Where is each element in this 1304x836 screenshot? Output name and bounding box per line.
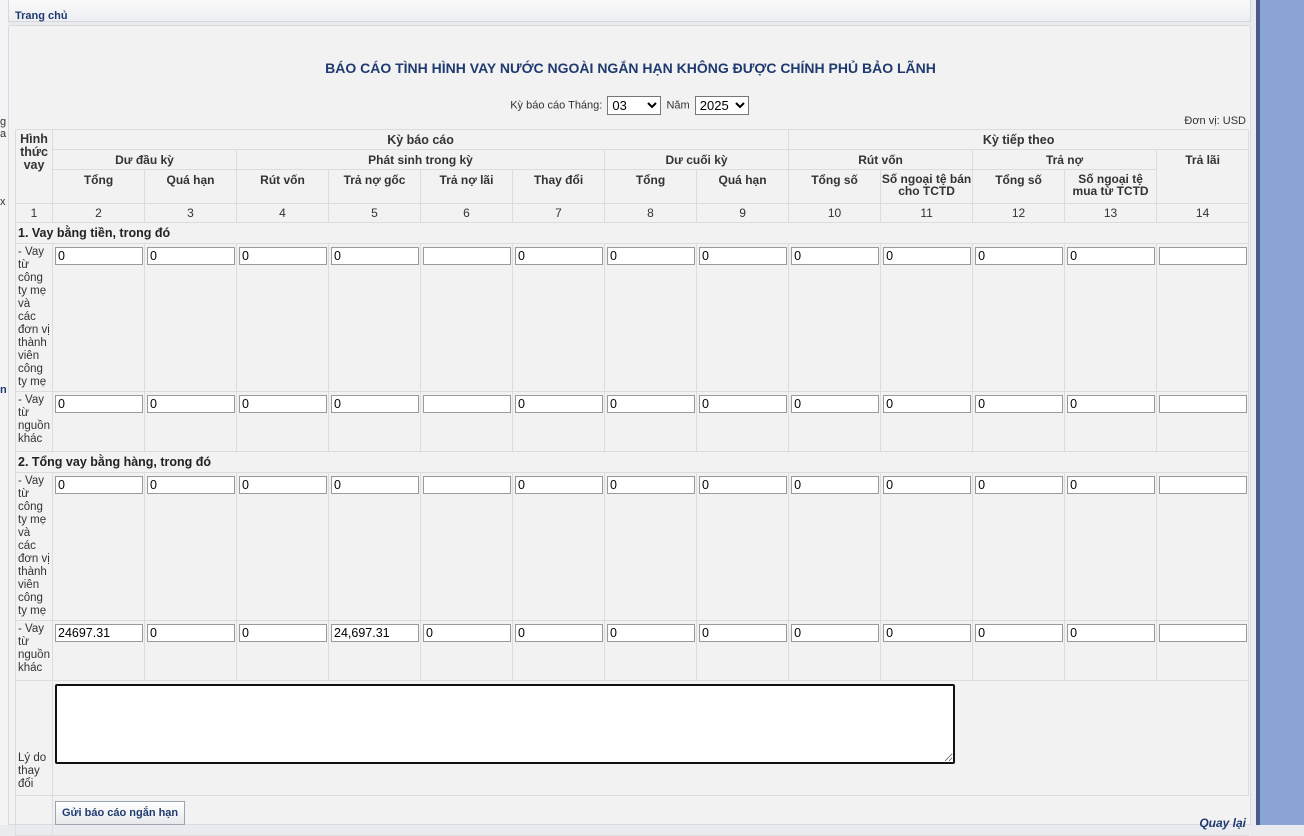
- section-title: 1. Vay bằng tiền, trong đó: [16, 223, 1249, 244]
- value-input[interactable]: [1067, 476, 1155, 494]
- section-title: 2. Tổng vay bằng hàng, trong đó: [16, 452, 1249, 473]
- value-input[interactable]: [1067, 395, 1155, 413]
- report-panel: [8, 25, 1251, 830]
- left-edge-char: a: [0, 128, 7, 140]
- value-input[interactable]: [883, 395, 971, 413]
- column-number: 11: [881, 204, 973, 223]
- top-bar: [8, 0, 1251, 22]
- reason-row: [16, 681, 1249, 796]
- value-input[interactable]: [975, 247, 1063, 265]
- value-input[interactable]: [55, 624, 143, 642]
- value-input[interactable]: [699, 247, 787, 265]
- left-edge-char: g: [0, 116, 7, 128]
- value-input[interactable]: [975, 476, 1063, 494]
- header-loan-type: Hình thức vay: [16, 130, 53, 204]
- report-table: [15, 129, 1249, 836]
- column-number: 1: [16, 204, 53, 223]
- left-edge: [0, 0, 8, 825]
- back-link[interactable]: Quay lại: [1199, 816, 1246, 830]
- value-input[interactable]: [699, 395, 787, 413]
- col-header: Tổng số: [789, 170, 881, 204]
- col-header: Trả nợ gốc: [329, 170, 421, 204]
- value-input[interactable]: [515, 395, 603, 413]
- header-opening-balance: Dư đầu kỳ: [53, 150, 237, 170]
- value-input[interactable]: [515, 247, 603, 265]
- table-row: [16, 473, 1249, 621]
- year-label: Năm: [666, 99, 690, 112]
- header-current-period: Kỳ báo cáo: [53, 130, 789, 150]
- value-input[interactable]: [1159, 395, 1247, 413]
- value-input[interactable]: [147, 395, 235, 413]
- right-side-panel: [1256, 0, 1304, 825]
- column-number: 4: [237, 204, 329, 223]
- value-input[interactable]: [1159, 247, 1247, 265]
- unit-label: Đơn vị: USD: [1184, 115, 1246, 127]
- table-row: [16, 621, 1249, 681]
- column-number-row: [16, 204, 1249, 223]
- column-number: 8: [605, 204, 697, 223]
- left-edge-char: n: [0, 384, 7, 396]
- reason-label: Lý do thay đổi: [16, 681, 53, 796]
- table-row: [16, 392, 1249, 452]
- report-table-container: [15, 129, 1248, 836]
- value-input[interactable]: [791, 624, 879, 642]
- value-input[interactable]: [331, 624, 419, 642]
- value-input[interactable]: [55, 247, 143, 265]
- reason-cell: [53, 681, 1249, 796]
- value-input[interactable]: [423, 395, 511, 413]
- column-number: 13: [1065, 204, 1157, 223]
- month-select[interactable]: [607, 96, 661, 115]
- col-header: Số ngoại tệ mua từ TCTD: [1065, 170, 1157, 204]
- value-input[interactable]: [883, 624, 971, 642]
- table-row: [16, 244, 1249, 392]
- column-number: 9: [697, 204, 789, 223]
- section-row: [16, 452, 1249, 473]
- value-input[interactable]: [331, 395, 419, 413]
- month-label: Kỳ báo cáo Tháng:: [510, 99, 603, 112]
- value-input[interactable]: [55, 395, 143, 413]
- row-label: - Vay từ công ty mẹ và các đơn vị thành viên công ty mẹ: [16, 244, 53, 392]
- header-next-period: Kỳ tiếp theo: [789, 130, 1249, 150]
- value-input[interactable]: [515, 476, 603, 494]
- report-period: [9, 96, 1252, 115]
- column-number: 5: [329, 204, 421, 223]
- column-number: 7: [513, 204, 605, 223]
- header-interest: Trả lãi: [1157, 150, 1249, 204]
- value-input[interactable]: [331, 476, 419, 494]
- value-input[interactable]: [975, 624, 1063, 642]
- column-number: 2: [53, 204, 145, 223]
- value-input[interactable]: [607, 247, 695, 265]
- value-input[interactable]: [1159, 476, 1247, 494]
- col-header: Số ngoại tệ bán cho TCTD: [881, 170, 973, 204]
- page-title: BÁO CÁO TÌNH HÌNH VAY NƯỚC NGOÀI NGẮN HẠN KHÔNG ĐƯỢC CHÍNH PHỦ BẢO LÃNH: [325, 60, 936, 76]
- value-input[interactable]: [239, 624, 327, 642]
- column-number: 6: [421, 204, 513, 223]
- column-number: 10: [789, 204, 881, 223]
- value-input[interactable]: [147, 476, 235, 494]
- left-edge-char: x: [0, 196, 6, 208]
- value-input[interactable]: [239, 247, 327, 265]
- value-input[interactable]: [791, 395, 879, 413]
- value-input[interactable]: [423, 247, 511, 265]
- value-input[interactable]: [423, 476, 511, 494]
- value-input[interactable]: [607, 624, 695, 642]
- value-input[interactable]: [1067, 247, 1155, 265]
- value-input[interactable]: [607, 476, 695, 494]
- value-input[interactable]: [791, 476, 879, 494]
- value-input[interactable]: [791, 247, 879, 265]
- value-input[interactable]: [883, 476, 971, 494]
- value-input[interactable]: [699, 624, 787, 642]
- value-input[interactable]: [331, 247, 419, 265]
- header-closing-balance: Dư cuối kỳ: [605, 150, 789, 170]
- value-input[interactable]: [975, 395, 1063, 413]
- row-label: - Vay từ công ty mẹ và các đơn vị thành viên công ty mẹ: [16, 473, 53, 621]
- col-header: Tổng số: [973, 170, 1065, 204]
- year-select[interactable]: [695, 96, 749, 115]
- column-number: 3: [145, 204, 237, 223]
- column-number: 12: [973, 204, 1065, 223]
- col-header: Quá hạn: [145, 170, 237, 204]
- value-input[interactable]: [147, 624, 235, 642]
- value-input[interactable]: [239, 476, 327, 494]
- value-input[interactable]: [147, 247, 235, 265]
- header-repay: Trả nợ: [973, 150, 1157, 170]
- value-input[interactable]: [423, 624, 511, 642]
- actions-row: [16, 796, 1249, 836]
- row-label: - Vay từ nguồn khác: [16, 621, 53, 681]
- value-input[interactable]: [1067, 624, 1155, 642]
- value-input[interactable]: [607, 395, 695, 413]
- submit-short-term-report-button[interactable]: Gửi báo cáo ngắn hạn: [55, 801, 185, 825]
- value-input[interactable]: [699, 476, 787, 494]
- column-number: 14: [1157, 204, 1249, 223]
- section-row: [16, 223, 1249, 244]
- col-header: Rút vốn: [237, 170, 329, 204]
- header-in-period: Phát sinh trong kỳ: [237, 150, 605, 170]
- col-header: Tổng: [605, 170, 697, 204]
- header-withdraw: Rút vốn: [789, 150, 973, 170]
- value-input[interactable]: [55, 476, 143, 494]
- actions-spacer: [16, 796, 53, 836]
- col-header: Tổng: [53, 170, 145, 204]
- value-input[interactable]: [239, 395, 327, 413]
- value-input[interactable]: [883, 247, 971, 265]
- col-header: Trả nợ lãi: [421, 170, 513, 204]
- col-header: Thay đổi: [513, 170, 605, 204]
- reason-textarea[interactable]: [55, 684, 955, 764]
- value-input[interactable]: [1159, 624, 1247, 642]
- actions-cell: [53, 796, 1249, 836]
- row-label: - Vay từ nguồn khác: [16, 392, 53, 452]
- value-input[interactable]: [515, 624, 603, 642]
- breadcrumb-home-link[interactable]: Trang chủ: [15, 10, 68, 22]
- col-header: Quá hạn: [697, 170, 789, 204]
